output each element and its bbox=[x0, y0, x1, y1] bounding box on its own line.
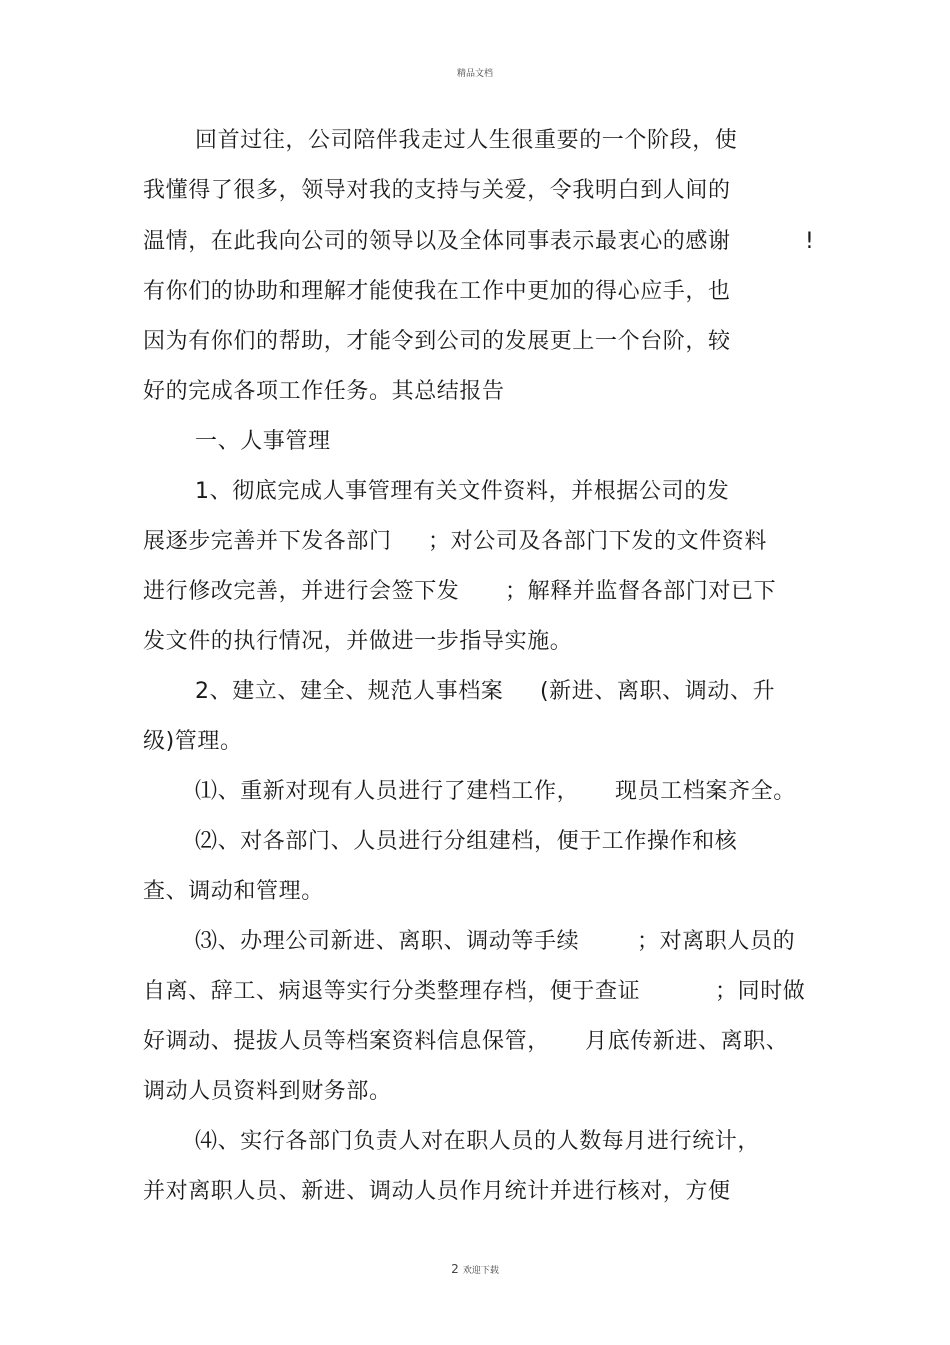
body-line: 现员工档案齐全。 bbox=[615, 779, 796, 804]
body-line: 好的完成各项工作任务。其总结报告 bbox=[143, 379, 505, 404]
body-line: 自离、辞工、病退等实行分类整理存档，便于查证 bbox=[143, 979, 641, 1004]
body-line: (新进、离职、调动、升 bbox=[540, 679, 776, 704]
body-line: 发文件的执行情况，并做进一步指导实施。 bbox=[143, 629, 573, 654]
page-footer bbox=[0, 1262, 950, 1276]
body-line: 进行修改完善，并进行会签下发 bbox=[143, 579, 460, 604]
body-line: 查、调动和管理。 bbox=[143, 879, 324, 904]
body-line: ；同时做 bbox=[715, 979, 806, 1004]
body-line: ! bbox=[805, 229, 815, 254]
body-line: 级)管理。 bbox=[143, 729, 243, 754]
body-line: ⑵、对各部门、人员进行分组建档，便于工作操作和核 bbox=[195, 829, 738, 854]
page-number: 2 bbox=[451, 1262, 459, 1276]
body-line: 我懂得了很多，领导对我的支持与关爱，令我明白到人间的 bbox=[143, 178, 731, 203]
body-line: 并对离职人员、新进、调动人员作月统计并进行核对，方便 bbox=[143, 1179, 731, 1204]
body-line: 回首过往，公司陪伴我走过人生很重要的一个阶段，使 bbox=[195, 128, 738, 153]
body-line: ⑷、实行各部门负责人对在职人员的人数每月进行统计， bbox=[195, 1129, 761, 1154]
body-line: 1、彻底完成人事管理有关文件资料，并根据公司的发 bbox=[195, 479, 730, 504]
body-line: 展逐步完善并下发各部门 bbox=[143, 529, 392, 554]
body-line: ；对公司及各部门下发的文件资料 bbox=[428, 529, 768, 554]
body-line: 月底传新进、离职、 bbox=[585, 1029, 789, 1054]
body-line: 因为有你们的帮助，才能令到公司的发展更上一个台阶，较 bbox=[143, 329, 731, 354]
body-line: ；解释并监督各部门对已下 bbox=[505, 579, 777, 604]
body-line: ；对离职人员的 bbox=[637, 929, 796, 954]
body-line: 温情，在此我向公司的领导以及全体同事表示最衷心的感谢 bbox=[143, 229, 731, 254]
body-line: 调动人员资料到财务部。 bbox=[143, 1079, 392, 1104]
section-heading: 一、人事管理 bbox=[195, 429, 331, 454]
body-line: ⑶、办理公司新进、离职、调动等手续 bbox=[195, 929, 580, 954]
footer-text: 欢迎下载 bbox=[462, 1266, 499, 1276]
body-line: 好调动、提拔人员等档案资料信息保管， bbox=[143, 1029, 550, 1054]
body-line: ⑴、重新对现有人员进行了建档工作， bbox=[195, 779, 580, 804]
body-line: 2、建立、建全、规范人事档案 bbox=[195, 679, 504, 704]
body-line: 有你们的协助和理解才能使我在工作中更加的得心应手，也 bbox=[143, 279, 731, 304]
page-header: 精品文档 bbox=[456, 69, 493, 79]
